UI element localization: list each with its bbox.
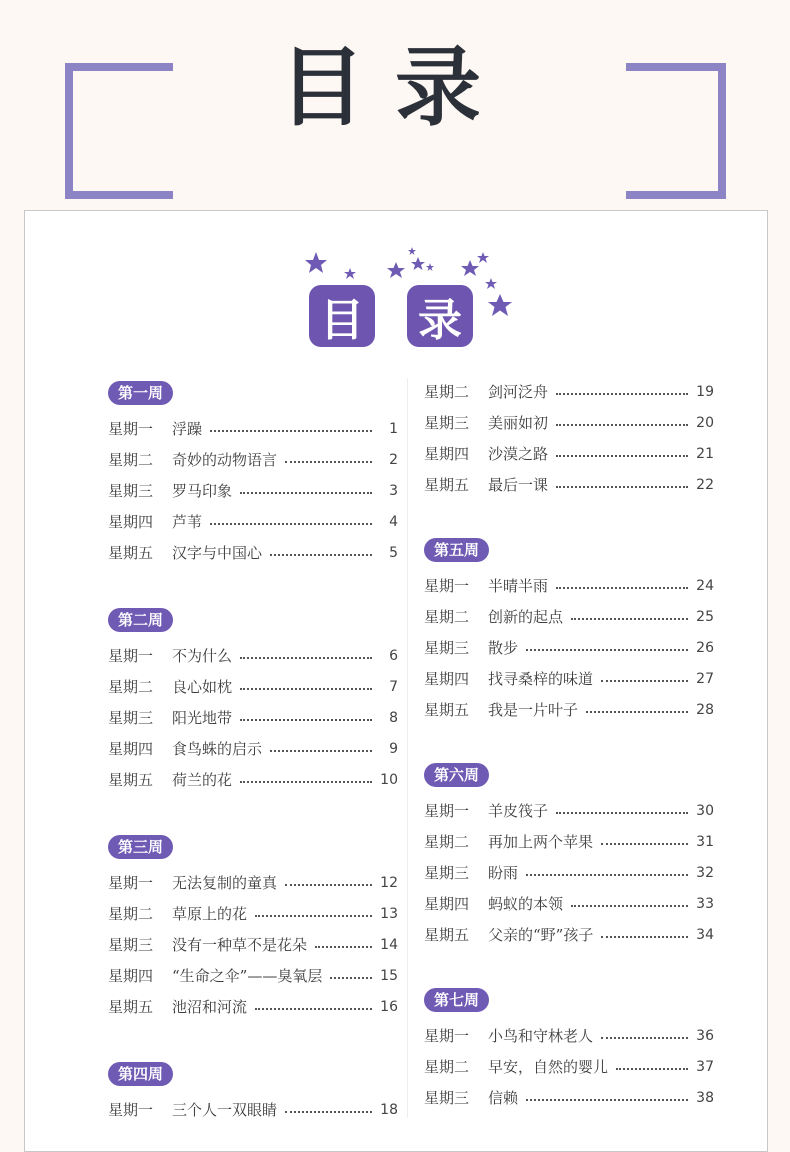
toc-entry[interactable] [108, 640, 398, 671]
entry-title: 不为什么 [172, 647, 233, 665]
entry-day: 星期五 [108, 771, 154, 789]
entry-day: 星期一 [108, 1101, 154, 1119]
column-divider [407, 378, 408, 1118]
entry-title: 半晴半雨 [488, 577, 549, 595]
entry-page-number: 38 [696, 1089, 714, 1106]
entry-page-number: 10 [380, 771, 398, 788]
entry-title: 荷兰的花 [172, 771, 233, 789]
toc-entry[interactable] [424, 1020, 714, 1051]
dot-leader [240, 781, 372, 783]
entry-title: 池沼和河流 [172, 998, 248, 1016]
toc-entry[interactable] [108, 444, 398, 475]
toc-entry[interactable] [108, 991, 398, 1022]
entry-day: 星期四 [108, 967, 154, 985]
toc-entry[interactable] [424, 438, 714, 469]
entry-page-number: 5 [389, 544, 398, 561]
entry-title: 小鸟和守林老人 [488, 1027, 594, 1045]
entry-page-number: 24 [696, 577, 714, 594]
week-group [108, 1062, 398, 1125]
entry-day: 星期二 [424, 833, 470, 851]
star-icon [477, 252, 489, 263]
toc-entry[interactable] [424, 663, 714, 694]
entry-title: 我是一片叶子 [488, 701, 579, 719]
entry-title: 三个人一双眼睛 [172, 1101, 278, 1119]
entry-day: 星期三 [424, 864, 470, 882]
dot-leader [571, 618, 688, 620]
dot-leader [556, 812, 688, 814]
entry-title: 没有一种草不是花朵 [172, 936, 308, 954]
entry-day: 星期二 [108, 451, 154, 469]
entry-page-number: 15 [380, 967, 398, 984]
entry-page-number: 8 [389, 709, 398, 726]
entry-page-number: 13 [380, 905, 398, 922]
week-group [108, 381, 398, 568]
dot-leader [285, 884, 372, 886]
star-icon [485, 278, 497, 289]
entry-day: 星期二 [424, 383, 470, 401]
dot-leader [240, 688, 372, 690]
entry-day: 星期四 [424, 895, 470, 913]
entry-title: 罗马印象 [172, 482, 233, 500]
entry-page-number: 28 [696, 701, 714, 718]
entry-page-number: 37 [696, 1058, 714, 1075]
entry-day: 星期四 [108, 513, 154, 531]
dot-leader [240, 492, 372, 494]
entry-page-number: 3 [389, 482, 398, 499]
entry-day: 星期四 [108, 740, 154, 758]
entry-page-number: 7 [389, 678, 398, 695]
dot-leader [601, 936, 688, 938]
entry-day: 星期三 [424, 414, 470, 432]
entry-day: 星期一 [108, 874, 154, 892]
logo-char-lu: 录 [407, 285, 473, 347]
entry-title: 盼雨 [488, 864, 519, 882]
entry-title: 汉字与中国心 [172, 544, 263, 562]
toc-left-column [108, 381, 398, 1125]
dot-leader [270, 554, 372, 556]
dot-leader [240, 719, 372, 721]
dot-leader [285, 461, 372, 463]
entry-page-number: 31 [696, 833, 714, 850]
dot-leader [556, 486, 688, 488]
toc-entry[interactable] [108, 413, 398, 444]
star-icon [426, 263, 434, 271]
entry-page-number: 22 [696, 476, 714, 493]
entry-page-number: 19 [696, 383, 714, 400]
entry-day: 星期五 [424, 476, 470, 494]
toc-entry[interactable] [108, 898, 398, 929]
entry-title: 浮躁 [172, 420, 203, 438]
week-label: 第七周 [424, 988, 489, 1012]
dot-leader [210, 523, 372, 525]
entry-day: 星期一 [424, 802, 470, 820]
dot-leader [255, 1008, 372, 1010]
entry-page-number: 27 [696, 670, 714, 687]
entry-page-number: 12 [380, 874, 398, 891]
entry-title: 早安，自然的婴儿 [488, 1058, 609, 1076]
dot-leader [285, 1111, 372, 1113]
toc-entry[interactable] [424, 601, 714, 632]
dot-leader [616, 1068, 688, 1070]
entry-title: 创新的起点 [488, 608, 564, 626]
week-group [424, 988, 714, 1113]
star-icon [344, 268, 356, 279]
entry-day: 星期一 [108, 647, 154, 665]
entry-day: 星期五 [424, 926, 470, 944]
entry-title: 沙漠之路 [488, 445, 549, 463]
week-label: 第六周 [424, 763, 489, 787]
entry-title: 无法复制的童真 [172, 874, 278, 892]
dot-leader [586, 711, 688, 713]
entry-page-number: 30 [696, 802, 714, 819]
dot-leader [571, 905, 688, 907]
toc-entry[interactable] [424, 1082, 714, 1113]
entry-day: 星期五 [108, 998, 154, 1016]
toc-entry[interactable] [108, 671, 398, 702]
toc-entry[interactable] [108, 960, 398, 991]
toc-entry[interactable] [108, 475, 398, 506]
week-group [424, 763, 714, 950]
entry-title: 找寻桑梓的味道 [488, 670, 594, 688]
dot-leader [526, 1099, 688, 1101]
star-icon [488, 294, 512, 316]
toc-right-column [424, 376, 714, 1113]
page-title: 目录 [279, 38, 511, 138]
entry-title: 奇妙的动物语言 [172, 451, 278, 469]
week-label: 第二周 [108, 608, 173, 632]
toc-entry[interactable] [108, 1094, 398, 1125]
star-icon [305, 252, 327, 273]
dot-leader [526, 874, 688, 876]
toc-entry[interactable] [108, 537, 398, 568]
entry-title: 再加上两个苹果 [488, 833, 594, 851]
toc-entry[interactable] [108, 702, 398, 733]
entry-title: 良心如枕 [172, 678, 233, 696]
week-label: 第五周 [424, 538, 489, 562]
toc-entry[interactable] [424, 407, 714, 438]
week-label: 第三周 [108, 835, 173, 859]
entry-day: 星期一 [424, 577, 470, 595]
entry-title: 草原上的花 [172, 905, 248, 923]
entry-title: 蚂蚁的本领 [488, 895, 564, 913]
week-group [424, 538, 714, 725]
entry-day: 星期四 [424, 670, 470, 688]
dot-leader [601, 843, 688, 845]
toc-entry[interactable] [424, 632, 714, 663]
toc-entry[interactable] [108, 929, 398, 960]
dot-leader [315, 946, 372, 948]
toc-entry[interactable] [108, 733, 398, 764]
entry-title: 散步 [488, 639, 519, 657]
dot-leader [556, 455, 688, 457]
entry-title: 剑河泛舟 [488, 383, 549, 401]
entry-day: 星期三 [108, 482, 154, 500]
entry-page-number: 20 [696, 414, 714, 431]
dot-leader [526, 649, 688, 651]
entry-day: 星期五 [108, 544, 154, 562]
entry-title: 食鸟蛛的启示 [172, 740, 263, 758]
entry-day: 星期一 [424, 1027, 470, 1045]
entry-page-number: 18 [380, 1101, 398, 1118]
dot-leader [556, 587, 688, 589]
star-icon [408, 247, 416, 255]
entry-page-number: 6 [389, 647, 398, 664]
entry-page-number: 16 [380, 998, 398, 1015]
toc-entry[interactable] [424, 919, 714, 950]
entry-day: 星期二 [108, 678, 154, 696]
dot-leader [270, 750, 372, 752]
dot-leader [210, 430, 372, 432]
week-group [424, 376, 714, 500]
entry-page-number: 26 [696, 639, 714, 656]
entry-title: “生命之伞”——臭氧层 [172, 967, 323, 985]
entry-day: 星期二 [108, 905, 154, 923]
entry-page-number: 21 [696, 445, 714, 462]
entry-page-number: 9 [389, 740, 398, 757]
entry-page-number: 4 [389, 513, 398, 530]
entry-title: 芦苇 [172, 513, 203, 531]
toc-entry[interactable] [424, 888, 714, 919]
star-icon [411, 257, 425, 270]
entry-page-number: 2 [389, 451, 398, 468]
star-icon [387, 262, 405, 278]
entry-day: 星期二 [424, 1058, 470, 1076]
toc-entry[interactable] [108, 506, 398, 537]
entry-page-number: 25 [696, 608, 714, 625]
entry-day: 星期三 [424, 639, 470, 657]
toc-entry[interactable] [108, 867, 398, 898]
entry-page-number: 34 [696, 926, 714, 943]
entry-page-number: 1 [389, 420, 398, 437]
toc-entry[interactable] [424, 826, 714, 857]
entry-title: 信赖 [488, 1089, 519, 1107]
toc-entry[interactable] [424, 694, 714, 725]
logo-char-mu: 目 [309, 285, 375, 347]
entry-day: 星期三 [108, 936, 154, 954]
entry-day: 星期三 [424, 1089, 470, 1107]
dot-leader [330, 977, 372, 979]
entry-day: 星期三 [108, 709, 154, 727]
entry-title: 父亲的“野”孩子 [488, 926, 594, 944]
entry-page-number: 14 [380, 936, 398, 953]
toc-entry[interactable] [424, 857, 714, 888]
dot-leader [601, 1037, 688, 1039]
dot-leader [601, 680, 688, 682]
week-label: 第四周 [108, 1062, 173, 1086]
entry-day: 星期一 [108, 420, 154, 438]
toc-entry[interactable] [424, 795, 714, 826]
entry-page-number: 33 [696, 895, 714, 912]
entry-title: 羊皮筏子 [488, 802, 549, 820]
toc-entry[interactable] [424, 1051, 714, 1082]
toc-entry[interactable] [424, 376, 714, 407]
dot-leader [255, 915, 372, 917]
dot-leader [556, 393, 688, 395]
dot-leader [240, 657, 372, 659]
entry-day: 星期四 [424, 445, 470, 463]
week-group [108, 835, 398, 1022]
entry-title: 最后一课 [488, 476, 549, 494]
entry-title: 美丽如初 [488, 414, 549, 432]
entry-title: 阳光地带 [172, 709, 233, 727]
toc-entry[interactable] [424, 469, 714, 500]
entry-day: 星期二 [424, 608, 470, 626]
toc-entry[interactable] [424, 570, 714, 601]
entry-day: 星期五 [424, 701, 470, 719]
toc-entry[interactable] [108, 764, 398, 795]
week-label: 第一周 [108, 381, 173, 405]
week-group [108, 608, 398, 795]
dot-leader [556, 424, 688, 426]
star-icon [461, 260, 479, 276]
entry-page-number: 36 [696, 1027, 714, 1044]
entry-page-number: 32 [696, 864, 714, 881]
